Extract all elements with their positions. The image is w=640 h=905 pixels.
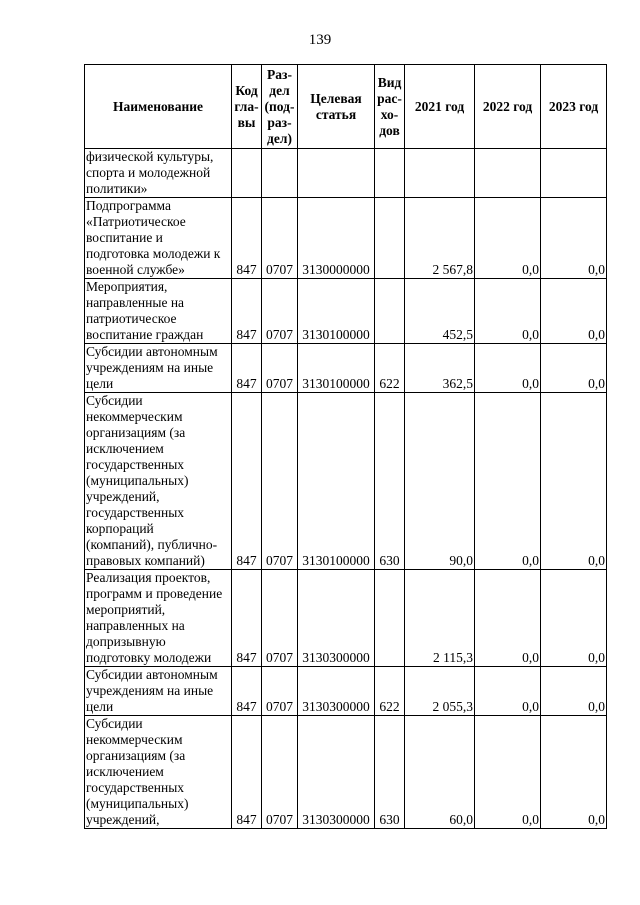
row-name-line: Субсидии автономным	[86, 667, 218, 682]
row-expense-type: 622	[375, 667, 405, 716]
row-name-line: некоммерческим	[86, 732, 183, 747]
row-chapter-code: 847	[232, 279, 262, 344]
row-value-2022: 0,0	[475, 279, 541, 344]
row-value-2022: 0,0	[475, 198, 541, 279]
row-name-line: цели	[86, 376, 114, 391]
row-value-2021: 60,0	[405, 716, 475, 829]
row-section-code: 0707	[262, 198, 298, 279]
row-value-2023: 0,0	[541, 279, 607, 344]
row-name-line: Мероприятия,	[86, 279, 168, 294]
row-section-code	[262, 149, 298, 198]
row-name-line: исключением	[86, 441, 164, 456]
row-expense-type: 630	[375, 393, 405, 570]
row-value-2021: 452,5	[405, 279, 475, 344]
row-name-line: государственных	[86, 780, 185, 795]
row-value-2023: 0,0	[541, 344, 607, 393]
row-chapter-code: 847	[232, 716, 262, 829]
row-section-code: 0707	[262, 344, 298, 393]
row-value-2023: 0,0	[541, 198, 607, 279]
row-name-line: (компаний), публично-	[86, 537, 218, 552]
table-row	[85, 198, 607, 279]
row-name-line: мероприятий,	[86, 602, 166, 617]
row-value-2021	[405, 149, 475, 198]
header-chapter: Код гла- вы	[232, 65, 262, 149]
row-expense-type	[375, 570, 405, 667]
row-value-2023: 0,0	[541, 393, 607, 570]
header-row	[85, 65, 607, 149]
row-name	[85, 198, 232, 279]
row-name-line: патриотическое	[86, 311, 177, 326]
row-name-line: спорта и молодежной	[86, 165, 211, 180]
row-name-line: воспитание и	[86, 230, 163, 245]
row-name-line: государственных	[86, 457, 185, 472]
table-row	[85, 344, 607, 393]
row-name-line: Субсидии	[86, 716, 143, 731]
row-target-code: 3130100000	[298, 344, 375, 393]
row-name-line: учреждений,	[86, 489, 160, 504]
row-name-line: организациям (за	[86, 748, 186, 763]
row-value-2022: 0,0	[475, 667, 541, 716]
table-row	[85, 279, 607, 344]
row-value-2023	[541, 149, 607, 198]
row-value-2021: 2 055,3	[405, 667, 475, 716]
row-name-line: (муниципальных)	[86, 473, 189, 488]
row-chapter-code: 847	[232, 198, 262, 279]
row-name-line: Реализация проектов,	[86, 570, 211, 585]
row-name-line: учреждениям на иные	[86, 360, 214, 375]
row-target-code	[298, 149, 375, 198]
row-name-line: некоммерческим	[86, 409, 183, 424]
row-section-code: 0707	[262, 570, 298, 667]
header-2022: 2022 год	[475, 65, 541, 149]
row-value-2023: 0,0	[541, 716, 607, 829]
row-name-line: учреждений,	[86, 812, 160, 827]
row-name-line: Субсидии	[86, 393, 143, 408]
row-name-line: направленные на	[86, 295, 185, 310]
row-name	[85, 570, 232, 667]
row-target-code: 3130300000	[298, 570, 375, 667]
row-value-2021: 362,5	[405, 344, 475, 393]
budget-table	[84, 64, 607, 829]
table-row	[85, 716, 607, 829]
row-target-code: 3130300000	[298, 716, 375, 829]
row-name-line: корпораций	[86, 521, 154, 536]
table-row	[85, 667, 607, 716]
row-name-line: «Патриотическое	[86, 214, 186, 229]
row-value-2021: 2 567,8	[405, 198, 475, 279]
row-name-line: воспитание граждан	[86, 327, 204, 342]
row-chapter-code: 847	[232, 393, 262, 570]
row-expense-type: 630	[375, 716, 405, 829]
row-chapter-code: 847	[232, 570, 262, 667]
row-name-line: направленных на	[86, 618, 185, 633]
row-expense-type	[375, 149, 405, 198]
row-name-line: военной службе»	[86, 262, 185, 277]
row-target-code: 3130000000	[298, 198, 375, 279]
header-name: Наименование	[85, 65, 232, 149]
row-name	[85, 149, 232, 198]
row-target-code: 3130100000	[298, 279, 375, 344]
row-value-2022	[475, 149, 541, 198]
row-name-line: политики»	[86, 181, 148, 196]
header-target: Целевая статья	[298, 65, 375, 149]
row-expense-type: 622	[375, 344, 405, 393]
row-section-code: 0707	[262, 279, 298, 344]
row-value-2023: 0,0	[541, 570, 607, 667]
row-name-line: Субсидии автономным	[86, 344, 218, 359]
row-value-2023: 0,0	[541, 667, 607, 716]
row-section-code: 0707	[262, 393, 298, 570]
row-expense-type	[375, 279, 405, 344]
row-value-2022: 0,0	[475, 716, 541, 829]
row-value-2022: 0,0	[475, 570, 541, 667]
row-name	[85, 393, 232, 570]
row-name-line: подготовка молодежи к	[86, 246, 221, 261]
row-section-code: 0707	[262, 667, 298, 716]
table-row	[85, 570, 607, 667]
table-row	[85, 149, 607, 198]
row-expense-type	[375, 198, 405, 279]
row-value-2021: 90,0	[405, 393, 475, 570]
row-value-2021: 2 115,3	[405, 570, 475, 667]
row-target-code: 3130100000	[298, 393, 375, 570]
row-name-line: государственных	[86, 505, 185, 520]
row-name	[85, 279, 232, 344]
row-name-line: (муниципальных)	[86, 796, 189, 811]
table-row	[85, 393, 607, 570]
row-name-line: цели	[86, 699, 114, 714]
row-section-code: 0707	[262, 716, 298, 829]
row-name-line: физической культуры,	[86, 149, 214, 164]
row-name	[85, 344, 232, 393]
header-2021: 2021 год	[405, 65, 475, 149]
page-number: 139	[308, 32, 332, 48]
row-name-line: правовых компаний)	[86, 553, 205, 568]
row-name-line: допризывную	[86, 634, 166, 649]
row-chapter-code: 847	[232, 344, 262, 393]
row-name-line: Подпрограмма	[86, 198, 171, 213]
row-value-2022: 0,0	[475, 344, 541, 393]
row-name	[85, 667, 232, 716]
row-value-2022: 0,0	[475, 393, 541, 570]
row-name-line: подготовку молодежи	[86, 650, 212, 665]
row-name-line: учреждениям на иные	[86, 683, 214, 698]
row-name-line: программ и проведение	[86, 586, 223, 601]
row-name	[85, 716, 232, 829]
row-name-line: исключением	[86, 764, 164, 779]
row-name-line: организациям (за	[86, 425, 186, 440]
row-chapter-code: 847	[232, 667, 262, 716]
row-target-code: 3130300000	[298, 667, 375, 716]
header-section: Раз- дел (под- раз- дел)	[262, 65, 298, 149]
row-chapter-code	[232, 149, 262, 198]
header-2023: 2023 год	[541, 65, 607, 149]
header-expense-type: Вид рас- хо- дов	[375, 65, 405, 149]
